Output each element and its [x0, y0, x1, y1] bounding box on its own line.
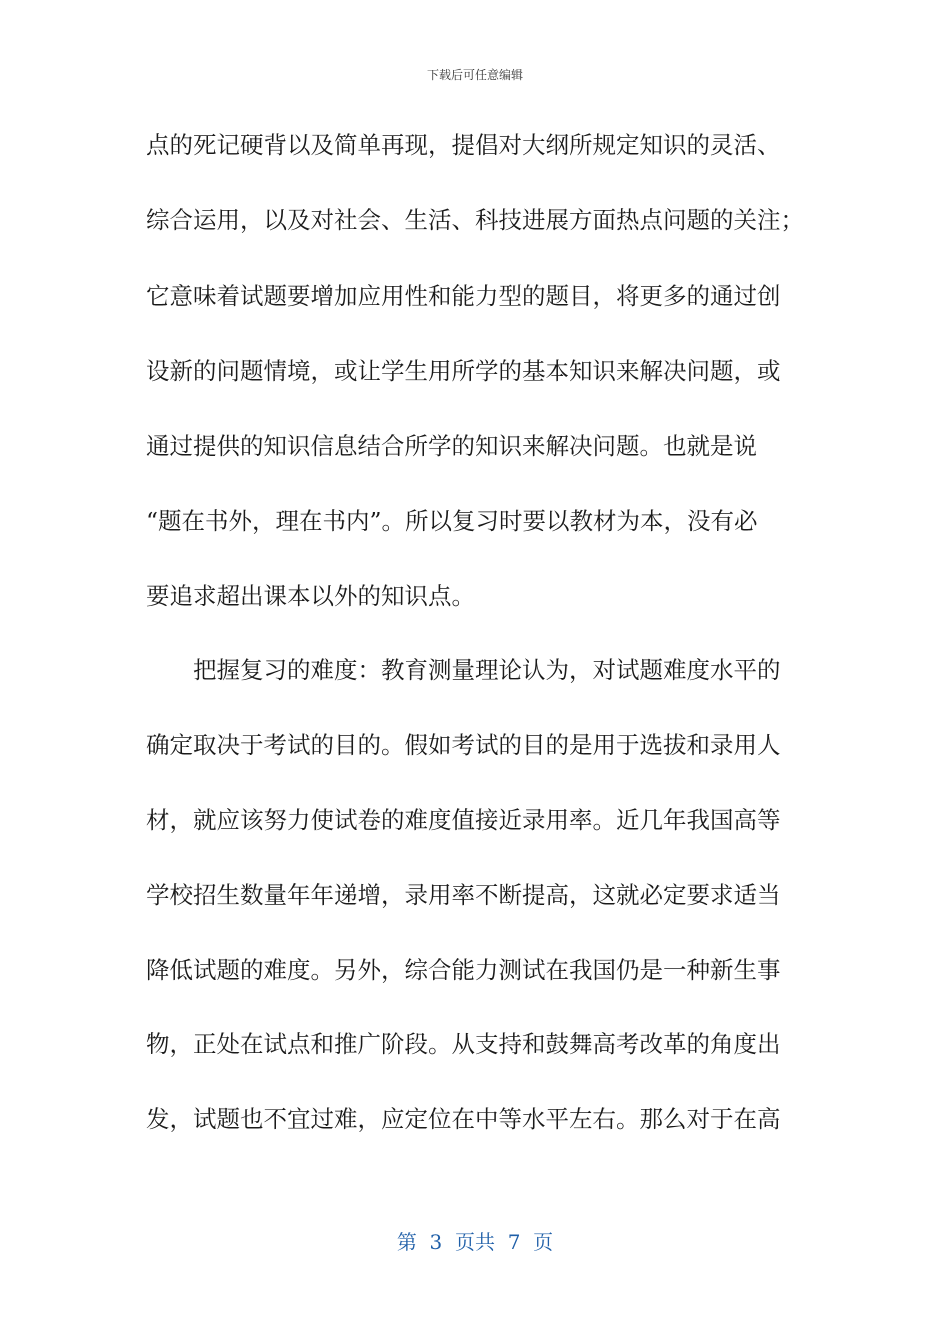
- body-line: 点的死记硬背以及简单再现，提倡对大纲所规定知识的灵活、: [146, 131, 781, 159]
- body-line: 发，试题也不宜过难，应定位在中等水平左右。那么对于在高: [146, 1105, 781, 1133]
- body-line: 通过提供的知识信息结合所学的知识来解决问题。也就是说: [146, 432, 757, 460]
- body-line: 设新的问题情境，或让学生用所学的基本知识来解决问题，或: [146, 357, 781, 385]
- body-line: 确定取决于考试的目的。假如考试的目的是用于选拔和录用人: [146, 731, 781, 759]
- paragraph-first-line: 把握复习的难度：教育测量理论认为，对试题难度水平的: [193, 656, 781, 684]
- body-line: 降低试题的难度。另外，综合能力测试在我国仍是一种新生事: [146, 956, 781, 984]
- body-line: 要追求超出课本以外的知识点。: [146, 582, 475, 610]
- body-line: “题在书外，理在书内”。所以复习时要以教材为本，没有必: [146, 507, 758, 535]
- header-note: 下载后可任意编辑: [426, 68, 523, 82]
- body-line: 材，就应该努力使试卷的难度值接近录用率。近几年我国高等: [146, 806, 781, 834]
- body-line: 它意味着试题要增加应用性和能力型的题目，将更多的通过创: [146, 282, 781, 310]
- page-number: 第 3 页共 7 页: [396, 1230, 554, 1254]
- body-line: 学校招生数量年年递增，录用率不断提高，这就必定要求适当: [146, 881, 781, 909]
- body-line: 综合运用，以及对社会、生活、科技进展方面热点问题的关注；: [146, 206, 804, 234]
- body-line: 物，正处在试点和推广阶段。从支持和鼓舞高考改革的角度出: [146, 1030, 781, 1058]
